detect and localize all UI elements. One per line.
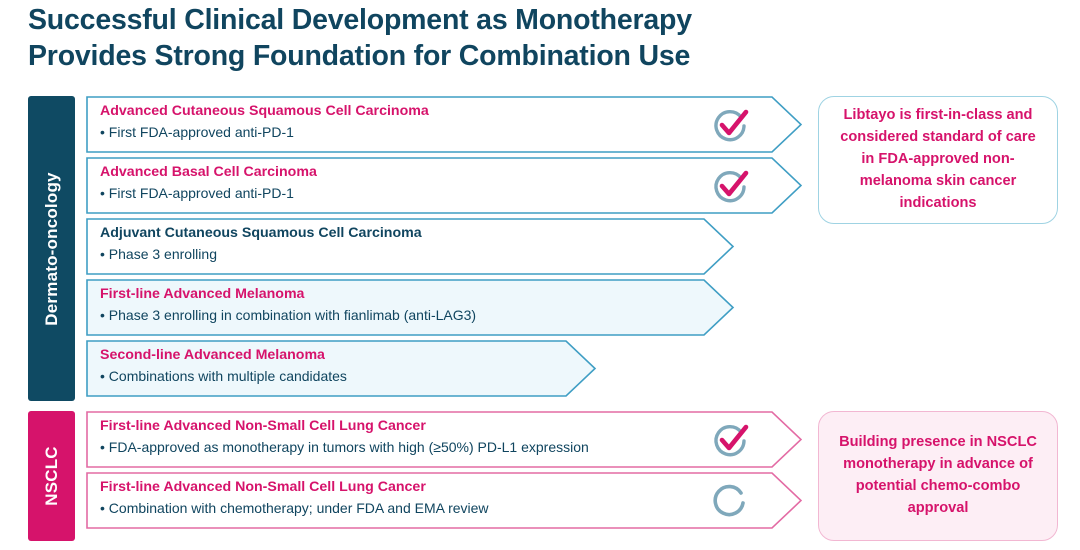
page-title	[28, 2, 1038, 75]
check-icon	[710, 105, 750, 145]
indication-detail: • Combinations with multiple candidates	[100, 368, 347, 385]
progress-icon	[710, 481, 750, 521]
content-area	[28, 96, 1058, 541]
callout-dermato-oncology	[818, 96, 1058, 224]
indication-detail: • FDA-approved as monotherapy in tumors with high (≥50%) PD-L1 expression	[100, 439, 589, 456]
category-bar-nsclc	[28, 411, 75, 541]
category-label-dermato-oncology: Dermato-oncology	[41, 171, 61, 326]
list-item	[86, 472, 806, 531]
category-label-nsclc: NSCLC	[41, 446, 61, 506]
indication-heading: First-line Advanced Melanoma	[100, 286, 305, 302]
list-item	[86, 340, 806, 399]
list-item	[86, 157, 806, 216]
indication-detail: • First FDA-approved anti-PD-1	[100, 185, 294, 202]
list-item	[86, 279, 806, 338]
check-icon	[710, 420, 750, 460]
page-title-line-2: Provides Strong Foundation for Combination Use	[28, 40, 691, 73]
check-icon	[710, 166, 750, 206]
callout-nsclc	[818, 411, 1058, 541]
list-item-text	[100, 224, 740, 264]
indication-detail: • Combination with chemotherapy; under FDA and EMA review	[100, 500, 489, 517]
category-bar-dermato-oncology	[28, 96, 75, 401]
indication-heading: First-line Advanced Non-Small Cell Lung Cancer	[100, 418, 426, 434]
indication-heading: Second-line Advanced Melanoma	[100, 347, 325, 363]
list-item-text	[100, 478, 740, 518]
list-item-text	[100, 417, 740, 457]
indication-heading: Adjuvant Cutaneous Squamous Cell Carcinoma	[100, 225, 422, 241]
indication-detail: • First FDA-approved anti-PD-1	[100, 124, 294, 141]
list-item	[86, 218, 806, 277]
callout-text: Libtayo is first-in-class and considered standard of care in FDA-approved non-melanoma skin cancer indications	[840, 107, 1036, 211]
list-item	[86, 411, 806, 470]
indication-heading: Advanced Basal Cell Carcinoma	[100, 164, 317, 180]
indication-heading: First-line Advanced Non-Small Cell Lung Cancer	[100, 479, 426, 495]
list-item-text	[100, 285, 740, 325]
row-spacer	[86, 401, 806, 411]
list-item-text	[100, 346, 740, 386]
list-item-text	[100, 102, 740, 142]
indication-heading: Advanced Cutaneous Squamous Cell Carcinoma	[100, 103, 429, 119]
list-item	[86, 96, 806, 155]
indication-detail: • Phase 3 enrolling in combination with fianlimab (anti-LAG3)	[100, 307, 477, 324]
list-item-text	[100, 163, 740, 203]
indication-list	[86, 96, 806, 533]
page-title-line-1: Successful Clinical Development as Monotherapy	[28, 4, 692, 36]
callout-text: Building presence in NSCLC monotherapy in advance of potential chemo-combo approval	[839, 434, 1037, 516]
indication-detail: • Phase 3 enrolling	[100, 246, 217, 263]
